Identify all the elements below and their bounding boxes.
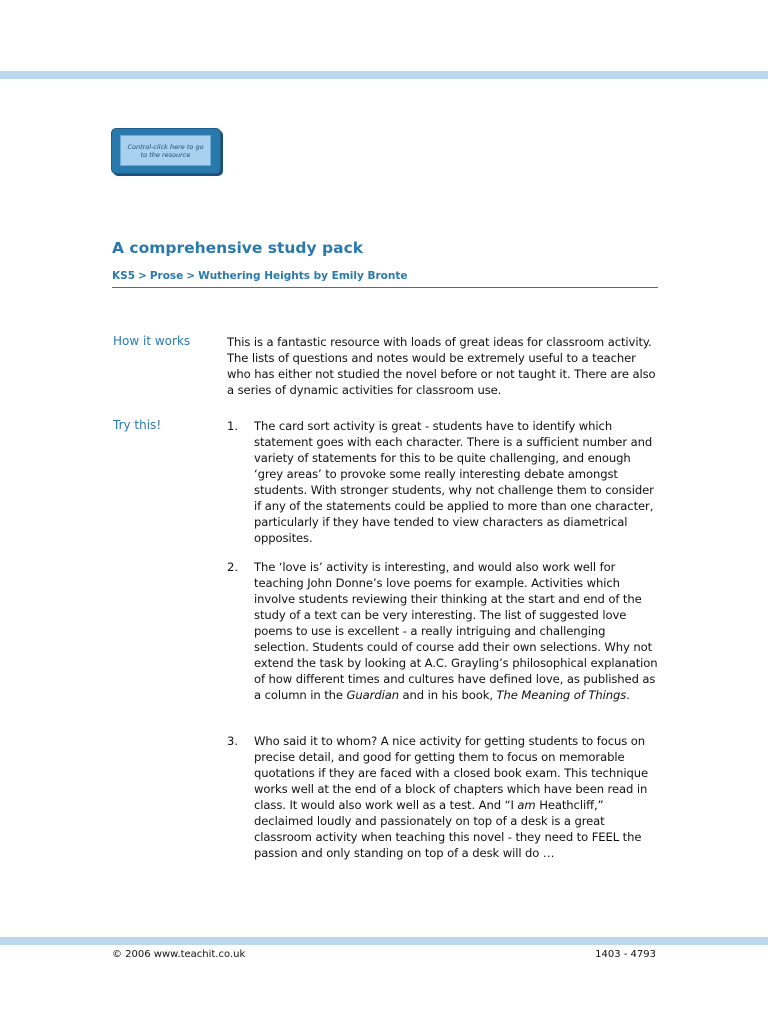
item-text-part: Heathcliff,” declaimed loudly and passionately on top of a desk is a great classroom activity when teaching this novel - they need to FEEL the passion and only standing on top of a desk will do … bbox=[254, 798, 642, 860]
page-title: A comprehensive study pack bbox=[112, 239, 364, 257]
item-text bbox=[254, 733, 659, 861]
item-text: The card sort activity is great - students have to identify which statement goes with each character. There is a sufficient number and variety of statements for this to be quite challenging, and enough ‘grey areas’ to provoke some really interesting debate amongst students. With stronger students, why not challenge them to consider if any of the statements could be applied to more than one character, particularly if they have tended to view characters as diametrical opposites. bbox=[254, 419, 654, 545]
item-number: 3. bbox=[227, 734, 239, 748]
item-text-part: and in his book, bbox=[398, 688, 497, 702]
book-title: The Meaning of Things bbox=[496, 688, 627, 702]
try-this-label: Try this! bbox=[113, 418, 162, 432]
item-text-part: Who said it to whom? A nice activity for getting students to focus on precise detail, and good for getting them to focus on memorable quotations if they are faced with a closed book exam. This technique works well at the end of a block of chapters which have been read in class. It would also work well as a test. And “I bbox=[254, 734, 648, 812]
copyright-text: © 2006 www.teachit.co.uk bbox=[112, 949, 246, 960]
publication-title: Guardian bbox=[346, 688, 399, 702]
go-to-resource-button-label[interactable]: Control-click here to go to the resource bbox=[120, 135, 211, 166]
emphasis: am bbox=[517, 798, 536, 812]
breadcrumb-separator: > bbox=[138, 270, 147, 282]
breadcrumb-separator: > bbox=[186, 270, 196, 282]
breadcrumb-prose[interactable]: Prose bbox=[149, 270, 184, 282]
item-number: 1. bbox=[227, 419, 239, 433]
reference-number: 1403 - 4793 bbox=[595, 949, 656, 960]
title-divider bbox=[112, 287, 658, 288]
footer-band bbox=[0, 937, 768, 945]
item-text-part: The ‘love is’ activity is interesting, and would also work well for teaching John Donne’s love poems for example. Activities which involve students reviewing their thinking at the start and end of the study of a text can be very interesting. The list of suggested love poems to use is excellent - a really intriguing and challenging selection. Students could of course add their own selections. Why not extend the task by looking at A.C. Grayling’s philosophical explanation of how different times and cultures have defined love, as published as a column in the bbox=[254, 560, 658, 702]
header-band bbox=[0, 71, 768, 79]
go-to-resource-button[interactable] bbox=[111, 128, 221, 174]
breadcrumb bbox=[112, 270, 407, 282]
item-number: 2. bbox=[227, 560, 239, 574]
how-it-works-text: This is a fantastic resource with loads of great ideas for classroom activity. The lists of questions and notes would be extremely useful to a teacher who has either not studied the novel before or not taught it. There are also a series of dynamic activities for classroom use. bbox=[227, 335, 656, 397]
how-it-works-label: How it works bbox=[113, 334, 191, 348]
breadcrumb-wuthering-heights[interactable]: Wuthering Heights by Emily Bronte bbox=[198, 270, 408, 282]
item-text-part: . bbox=[626, 688, 630, 702]
breadcrumb-ks5[interactable]: KS5 bbox=[112, 270, 136, 282]
item-text bbox=[254, 559, 659, 703]
